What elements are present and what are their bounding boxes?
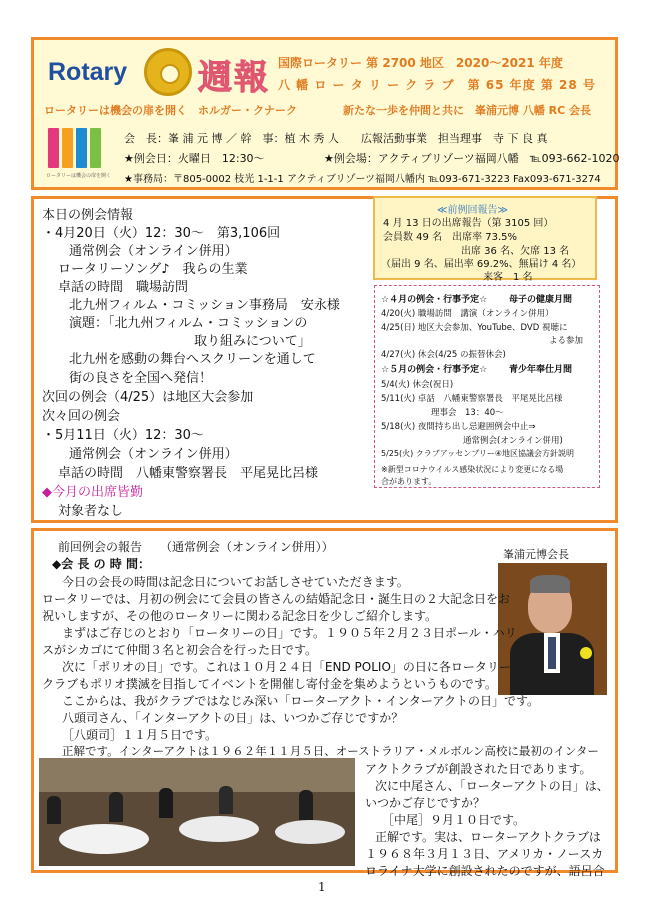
- covid-note-1: ※新型コロナウイルス感染状況により変更になる場: [381, 465, 564, 474]
- prev-p14: いつかご存じですか？: [365, 796, 486, 810]
- rotary-logo-text: Rotary: [48, 58, 128, 86]
- prev-p9: 八頭司さん、「インターアクトの日」は、いつかご存じですか？: [62, 711, 404, 725]
- prev-p4: まずはご存じのとおり「ロータリーの日」です。１９０５年２月２３日ポール・ハリ: [62, 626, 517, 640]
- next2-date: ・5月11日（火）12：30～: [42, 428, 204, 443]
- meeting-day: ★例会日：火曜日 12:30～: [124, 152, 265, 165]
- next2-speech: 卓話の時間 八幡東警察署長 平尾晃比呂様: [58, 466, 319, 481]
- prev-p1: 今日の会長の時間は記念日についてお話しさせていただきます。: [62, 575, 409, 589]
- prev-heading: 前回例会の報告 （通常例会（オンライン併用））: [58, 540, 334, 554]
- previous-report-box: [373, 196, 597, 283]
- prev-p11: 正解です。インターアクトは１９６２年１１月５日、オーストラリア・メルボルン高校に最初のインター: [62, 744, 599, 758]
- may-item-1: 5/4(火) 休会(祝日): [381, 380, 454, 390]
- april-item-4: 4/27(火) 休会(4/25 の振替休会): [381, 350, 506, 360]
- prev-p3: 祝いしますが、その他のロータリーに関わる記念日を少しご紹介します。: [42, 609, 438, 623]
- prev-p2: ロータリーでは、月初の例会にて会員の皆さんの結婚記念日・誕生日の２大記念日をお: [42, 592, 511, 606]
- office-line: ★事務局：〒805-0002 枝光 1-1-1 アクティブリゾーツ福岡八幡内 ℡093-671-3223 Fax093-671-3274: [124, 174, 601, 185]
- may-theme: 青少年奉仕月間: [509, 365, 573, 375]
- meeting-place: ★例会場：アクティブリゾーツ福岡八幡 ℡093-662-1020: [324, 152, 620, 165]
- may-item-4: 5/18(火) 夜間持ち出し忌避囲例会中止⇒: [381, 422, 536, 432]
- today-speaker: 北九州フィルム・コミッション事務局 安永様: [69, 298, 340, 313]
- prev-p5: スがシカゴにて仲間３名と初会合を行った日です。: [42, 643, 318, 657]
- report-line-2: 会員数 49 名 出席率 73.5%: [383, 232, 518, 243]
- prev-p15: ［中尾］９月１０日です。: [382, 813, 526, 827]
- next2-type: 通常例会（オンライン併用）: [69, 447, 238, 462]
- may-item-5: 通常例会(オンライン併用): [463, 436, 563, 446]
- april-item-1: 4/20(火) 職場訪問 講演（オンライン併用）: [381, 309, 554, 319]
- report-line-4: （届出 9 名、届出率 69.2%、無届け 4 名）: [381, 259, 582, 270]
- report-line-3: 出席 36 名、欠席 13 名: [461, 246, 570, 257]
- prev-p6: 次に「ポリオの日」です。これは１０月２４日「END POLIO」の日に各ロータリー: [62, 660, 511, 674]
- page-number: 1: [318, 880, 326, 894]
- meeting-photo: [39, 758, 355, 866]
- prev-p16: 正解です。実は、ローターアクトクラブは: [375, 830, 601, 844]
- today-song: ロータリーソング♪ 我らの生業: [58, 262, 248, 277]
- schedule-box: [374, 285, 600, 488]
- report-heading: ≪前例回報告≫: [437, 205, 508, 216]
- covid-note-2: 合があります。: [381, 477, 437, 486]
- attendance-heading: ◆今月の出席皆勤: [42, 485, 143, 500]
- doors-logo-icon: [46, 124, 112, 182]
- april-item-3: よる参加: [549, 336, 584, 346]
- prev-p8: ここからは、我がクラブではなじみ深い「ローターアクト・インターアクトの日」です。: [62, 694, 540, 708]
- today-desc-2: 街の良さを全国へ発信！: [69, 371, 213, 386]
- today-speech-title: 卓話の時間 職場訪問: [58, 280, 189, 295]
- report-line-1: 4 月 13 日の出席報告（第 3105 回）: [383, 218, 554, 229]
- newsletter-title: 週報: [198, 58, 270, 98]
- prev-subheading: ◆会 長 の 時 間：: [52, 557, 150, 571]
- today-topic-1: 演題：「北九州フィルム・コミッションの: [69, 316, 308, 331]
- header-box: [31, 37, 618, 190]
- today-date: ・4月20日（火）12：30～ 第3,106回: [42, 226, 281, 241]
- today-heading: 本日の例会情報: [42, 208, 134, 223]
- may-item-2: 5/11(火) 卓話 八幡東警察署長 平尾晃比呂様: [381, 394, 563, 404]
- may-heading: ☆５月の例会・行事予定☆: [381, 365, 488, 375]
- prev-p10: ［八頭司］１１月５日です。: [62, 728, 218, 742]
- report-line-5: 来客 1 名: [483, 272, 533, 283]
- may-item-3: 理事会 13：40～: [431, 408, 504, 418]
- officers-line: 会 長：峯 浦 元 博 ／ 幹 事：植 木 秀 人 広報活動事業 担当理事 寺 下 良 真: [124, 132, 548, 145]
- next2-heading: 次々回の例会: [42, 409, 121, 424]
- today-desc-1: 北九州を感動の舞台へスクリーンを通して: [69, 352, 316, 367]
- ri-theme: ロータリーは機会の扉を開く ホルガー・クナーク: [44, 104, 297, 117]
- today-topic-2: 取り組みについて」: [194, 334, 311, 349]
- club-theme: 新たな一歩を仲間と共に 峯浦元博 八幡 RC 会長: [343, 104, 592, 117]
- next-meeting: 次回の例会（4/25）は地区大会参加: [42, 390, 254, 405]
- club-issue-line: 八 幡 ロ ー タ リ ー ク ラ ブ 第 65 年度 第 28 号: [278, 78, 596, 92]
- prev-p18: ロライナ大学に創設されたのですが、語呂合: [365, 864, 605, 878]
- today-type: 通常例会（オンライン併用）: [69, 244, 238, 259]
- april-item-2: 4/25(日) 地区大会参加、YouTube、DVD 視聴に: [381, 323, 568, 333]
- attendance-value: 対象者なし: [58, 504, 124, 519]
- prev-p7: クラブもポリオ撲滅を目指してイベントを開催し寄付金を集めようというものです。: [42, 677, 497, 691]
- prev-p12: アクトクラブが創設された日であります。: [365, 762, 592, 776]
- rotary-wheel-icon: [144, 48, 192, 96]
- doors-caption: ロータリーは機会の扉を開く: [46, 173, 112, 179]
- april-theme: 母子の健康月間: [509, 295, 573, 305]
- april-heading: ☆４月の例会・行事予定☆: [381, 295, 488, 305]
- prev-p13: 次に中尾さん、「ローターアクトの日」は、: [375, 779, 609, 793]
- district-line: 国際ロータリー 第 2700 地区 2020～2021 年度: [278, 56, 563, 70]
- may-item-6: 5/25(火) クラブアッセンブリー④地区協議会方針説明: [381, 449, 575, 458]
- prev-p17: １９６８年３月１３日、アメリカ・ノースカ: [365, 847, 604, 861]
- photo-caption: 峯浦元博会長: [503, 548, 569, 561]
